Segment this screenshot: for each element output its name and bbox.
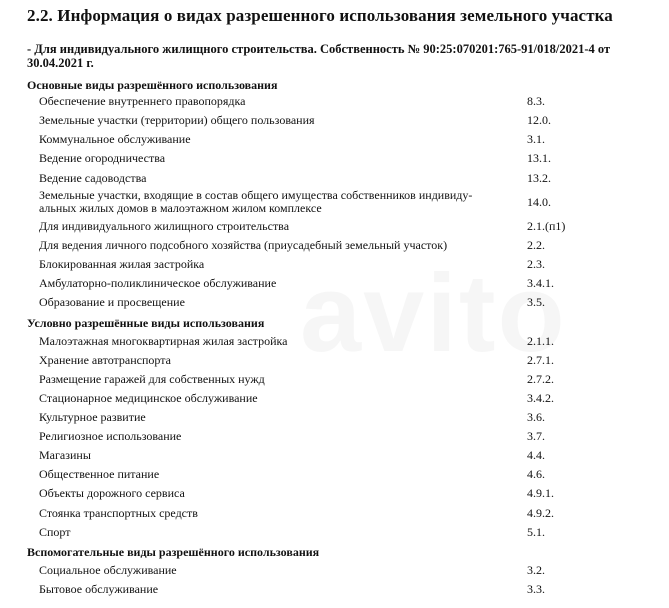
use-code: 4.6. — [527, 467, 545, 481]
section-title-main: Основные виды разрешённого использования — [27, 78, 278, 92]
use-code: 3.6. — [527, 410, 545, 424]
use-name: Стоянка транспортных средств — [39, 506, 198, 520]
use-name: Социальное обслуживание — [39, 563, 177, 577]
use-name: Блокированная жилая застройка — [39, 257, 205, 271]
use-name: Для индивидуального жилищного строительства — [39, 219, 290, 233]
use-code: 12.0. — [527, 113, 551, 127]
use-name: Малоэтажная многоквартирная жилая застройка — [39, 334, 288, 348]
use-code: 2.7.1. — [527, 353, 554, 367]
use-name: Общественное питание — [39, 467, 160, 481]
use-code: 5.1. — [527, 525, 545, 539]
use-code: 3.1. — [527, 132, 545, 146]
use-name: Ведение садоводства — [39, 171, 147, 185]
use-code: 3.4.2. — [527, 391, 554, 405]
use-code: 4.4. — [527, 448, 545, 462]
use-code: 2.3. — [527, 257, 545, 271]
use-code: 13.1. — [527, 151, 551, 165]
section-title-auxiliary: Вспомогательные виды разрешённого использования — [27, 545, 320, 559]
use-code: 13.2. — [527, 171, 551, 185]
use-code: 2.7.2. — [527, 372, 554, 386]
permitted-use-subheading: - Для индивидуального жилищного строительства. Собственность № 90:25:070201:765-91/018/2021-4 от 30.04.2021 г. — [27, 42, 611, 70]
use-name: Образование и просвещение — [39, 295, 185, 309]
use-code: 3.5. — [527, 295, 545, 309]
use-name: Магазины — [39, 448, 91, 462]
page-title: 2.2. Информация о видах разрешенного использования земельного участка — [27, 6, 613, 25]
use-code: 3.3. — [527, 582, 545, 596]
use-name: Хранение автотранспорта — [39, 353, 171, 367]
use-name: Культурное развитие — [39, 410, 146, 424]
use-name: Религиозное использование — [39, 429, 182, 443]
use-code: 2.1.1. — [527, 334, 554, 348]
use-code: 3.7. — [527, 429, 545, 443]
use-name: Земельные участки (территории) общего пользования — [39, 113, 315, 127]
use-code: 4.9.2. — [527, 506, 554, 520]
use-name: Коммунальное обслуживание — [39, 132, 191, 146]
use-name: Земельные участки, входящие в состав общего имущества собственников индивиду-альных жилых домов в малоэтажном жилом комплексе — [39, 188, 473, 215]
use-code: 2.1.(п1) — [527, 219, 566, 233]
section-title-conditional: Условно разрешённые виды использования — [27, 316, 265, 330]
use-code: 3.4.1. — [527, 276, 554, 290]
use-code: 2.2. — [527, 238, 545, 252]
use-code: 8.3. — [527, 94, 545, 108]
use-name: Бытовое обслуживание — [39, 582, 159, 596]
use-name: Объекты дорожного сервиса — [39, 486, 185, 500]
use-name: Для ведения личного подсобного хозяйства (приусадебный земельный участок) — [39, 238, 448, 252]
use-name: Обеспечение внутреннего правопорядка — [39, 94, 246, 108]
use-name: Стационарное медицинское обслуживание — [39, 391, 258, 405]
use-code: 14.0. — [527, 195, 551, 209]
use-code: 3.2. — [527, 563, 545, 577]
use-name: Амбулаторно-поликлиническое обслуживание — [39, 276, 277, 290]
use-code: 4.9.1. — [527, 486, 554, 500]
use-name: Спорт — [39, 525, 71, 539]
use-name: Размещение гаражей для собственных нужд — [39, 372, 265, 386]
use-name: Ведение огородничества — [39, 151, 166, 165]
